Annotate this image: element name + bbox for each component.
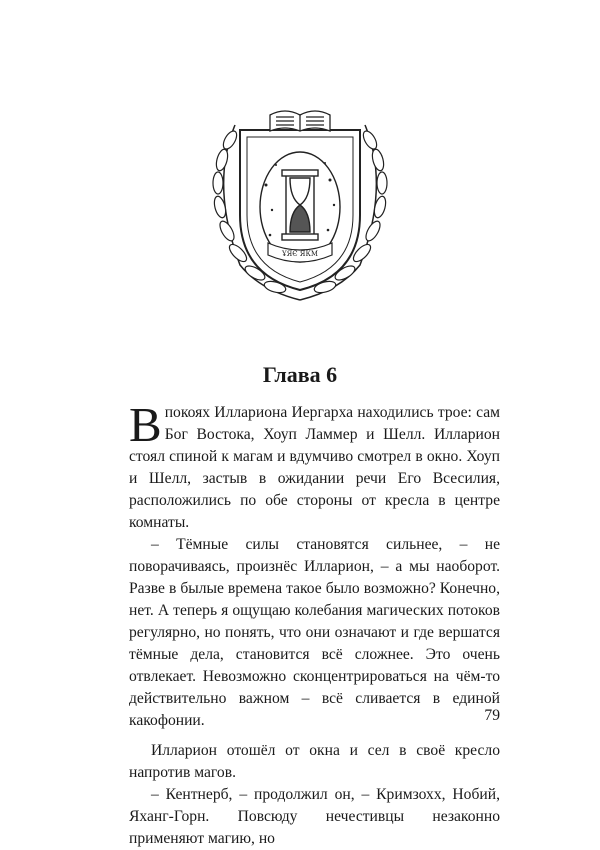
ribbon-text: ҰЯЄ ЯКМ xyxy=(281,250,319,258)
open-book-icon xyxy=(270,111,330,131)
chapter-title: Глава 6 xyxy=(262,362,338,387)
paragraph: Илларион отошёл от окна и сел в своё кресло напротив магов. xyxy=(129,742,500,781)
chapter-text xyxy=(129,397,500,850)
paragraph-text: покоях Иллариона Иергарха находились трое: сам Бог Востока, Хоуп Ламмер и Шелл. Илларион стоял спиной к магам и вдумчиво смотрел в окно. Хоуп и Шелл, застыв в ожидании речи Его Всесилия, расположились по обе стороны от кресла в центре комнаты. xyxy=(129,404,500,531)
drop-cap: В xyxy=(129,397,162,452)
paragraph: – Кентнерб, – продолжил он, – Кримзохх, Нобий, Яханг-Горн. Повсюду нечестивцы незаконно применяют магию, но xyxy=(129,786,500,847)
paragraph xyxy=(129,397,500,534)
chapter-emblem xyxy=(200,85,400,305)
paragraph: – Тёмные силы становятся сильнее, – не поворачиваясь, произнёс Илларион, – а мы наоборот. Разве в былые времена такое было возможно? Конечно, нет. А теперь я ощущаю колебания магических потоков регулярно, но понять, что они означают и где вершатся тёмные дела, становится всё сложнее. Это очень отвлекает. Невозможно сконцентрироваться на чём-то действительно важном – всё сливается в единой какофонии. xyxy=(129,536,500,729)
page-number: 79 xyxy=(484,707,500,724)
